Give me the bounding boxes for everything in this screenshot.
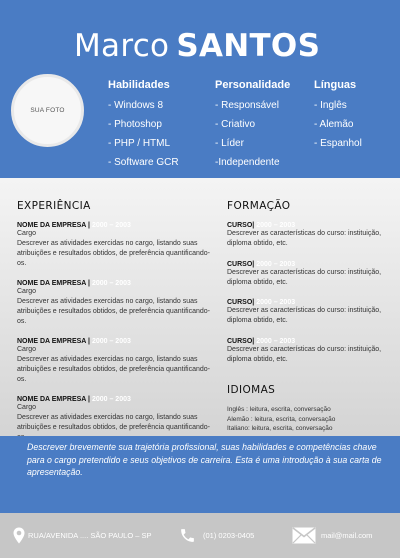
course-description: Descrever as características do curso: instituição, diploma obtido, etc. — [227, 307, 382, 324]
company-line — [17, 396, 217, 403]
job-role: Cargo — [17, 230, 37, 237]
personality-title: Personalidade — [215, 79, 291, 91]
personality-item: - Responsável — [215, 100, 279, 111]
course-line — [227, 338, 397, 345]
skill-item: - Windows 8 — [108, 100, 164, 111]
experience-entry — [17, 338, 217, 385]
personality-column — [215, 79, 290, 175]
experience-years: 2000 – 2003 — [91, 396, 131, 403]
course-description: Descrever as características do curso: instituição, diploma obtido, etc. — [227, 269, 382, 286]
course-years: 2000 – 2003 — [256, 261, 296, 268]
skill-item: - Photoshop — [108, 119, 162, 130]
language-item: - Inglês — [314, 100, 347, 111]
experience-years: 2000 – 2003 — [91, 338, 131, 345]
photo-label: SUA FOTO — [30, 107, 65, 114]
personality-item: -Independente — [215, 157, 280, 168]
course-line — [227, 261, 397, 268]
experience-entry — [17, 222, 217, 269]
education-entry — [227, 261, 397, 288]
experience-entry — [17, 280, 217, 327]
skills-title: Habilidades — [108, 79, 170, 91]
language-line: Inglês : leitura, escrita, conversação — [227, 406, 331, 413]
job-role: Cargo — [17, 346, 37, 353]
experience-years: 2000 – 2003 — [91, 222, 131, 229]
course-description: Descrever as características do curso: instituição, diploma obtido, etc. — [227, 346, 382, 363]
last-name: SANTOS — [176, 28, 321, 64]
first-name: Marco — [74, 28, 170, 64]
envelope-icon — [292, 527, 316, 544]
job-description: Descrever as atividades exercidas no cargo, listando suas atribuições e resultados obtidos, de preferência quantificando-os. — [17, 298, 211, 325]
personality-item: - Criativo — [215, 119, 256, 130]
language-item: - Espanhol — [314, 138, 362, 149]
phone-contact — [179, 513, 254, 558]
map-pin-icon — [13, 527, 25, 544]
languages-list — [227, 405, 335, 434]
company-line — [17, 338, 217, 345]
skill-item: - Software GCR — [108, 157, 179, 168]
job-description: Descrever as atividades exercidas no cargo, listando suas atribuições e resultados obtidos, de preferência quantificando-os. — [17, 356, 211, 383]
education-title: FORMAÇÃO — [227, 200, 291, 212]
company-name: NOME DA EMPRESA | — [17, 280, 92, 287]
course-years: 2000 – 2003 — [256, 299, 296, 306]
phone-text: (01) 0203-0405 — [203, 531, 255, 540]
languages-column — [314, 79, 362, 156]
course-line — [227, 222, 397, 229]
job-description: Descrever as atividades exercidas no cargo, listando suas atribuições e resultados obtidos, de preferência quantificando-os. — [17, 240, 211, 267]
phone-icon — [179, 527, 196, 544]
company-line — [17, 280, 217, 287]
education-entry — [227, 222, 397, 249]
address-text: RUA/AVENIDA .... SÃO PAULO – SP — [28, 531, 152, 540]
job-role: Cargo — [17, 404, 37, 411]
footer-bar — [0, 513, 400, 558]
summary-band — [0, 436, 400, 513]
language-line: Italiano: leitura, escrita, conversação — [227, 425, 333, 432]
languages-header-title: Línguas — [314, 79, 357, 91]
company-name: NOME DA EMPRESA | — [17, 222, 92, 229]
company-line — [17, 222, 217, 229]
company-name: NOME DA EMPRESA | — [17, 396, 92, 403]
course-name: CURSO| — [227, 261, 257, 268]
course-name: CURSO| — [227, 299, 257, 306]
course-name: CURSO| — [227, 338, 257, 345]
skill-item: - PHP / HTML — [108, 138, 171, 149]
job-role: Cargo — [17, 288, 37, 295]
course-years: 2000 – 2003 — [256, 222, 296, 229]
course-line — [227, 299, 397, 306]
company-name: NOME DA EMPRESA | — [17, 338, 92, 345]
job-description: Descrever as atividades exercidas no cargo, listando suas atribuições e resultados obtidos, de preferência quantificando- — [17, 414, 211, 431]
photo-placeholder — [11, 74, 84, 147]
person-name — [74, 28, 320, 64]
summary-text: Descrever brevemente sua trajetória profissional, suas habilidades e competências chave para o cargo pretendido e seus objetivos de carreira. Esta é uma introdução à sua carta de apresentação. — [27, 442, 382, 477]
course-name: CURSO| — [227, 222, 257, 229]
course-years: 2000 – 2003 — [256, 338, 296, 345]
skills-column — [108, 79, 179, 175]
language-line: Alemão : leitura, escrita, conversação — [227, 415, 336, 423]
address-contact — [13, 513, 152, 558]
experience-years: 2000 – 2003 — [91, 280, 131, 287]
language-item: - Alemão — [314, 119, 354, 130]
header-band — [0, 0, 400, 178]
course-description: Descrever as características do curso: instituição, diploma obtido, etc. — [227, 230, 382, 247]
experience-title: EXPERIÊNCIA — [17, 200, 91, 212]
education-entry — [227, 299, 397, 326]
email-text: mail@mail.com — [321, 531, 373, 540]
education-entry — [227, 338, 397, 365]
email-contact — [292, 513, 372, 558]
personality-item: - Líder — [215, 138, 244, 149]
languages-title: IDIOMAS — [227, 384, 276, 396]
